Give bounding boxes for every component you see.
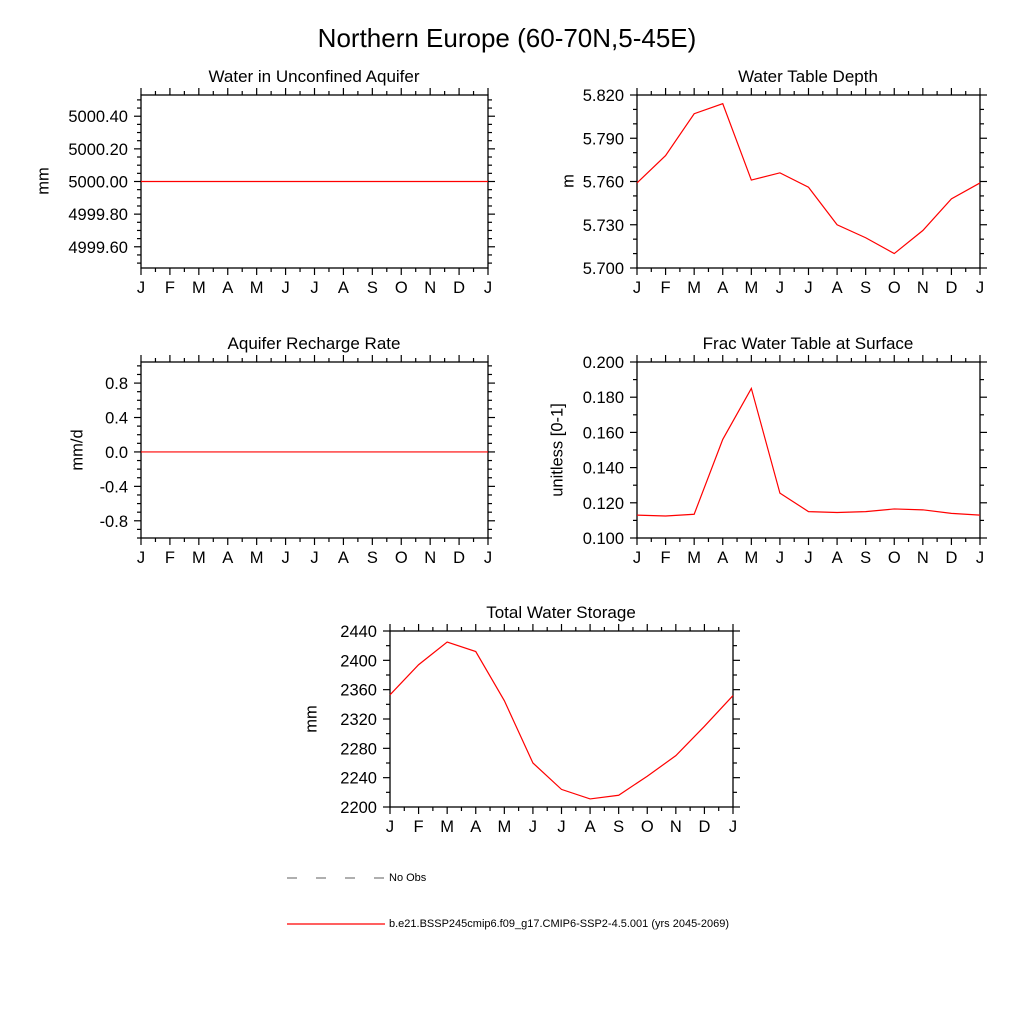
- y-tick-label: 2400: [340, 652, 377, 671]
- series-line: [390, 642, 733, 799]
- y-tick-label: 4999.80: [68, 206, 128, 225]
- x-tick-label: J: [975, 279, 985, 297]
- plot-frame: [390, 631, 733, 807]
- y-tick-label: 2200: [340, 799, 377, 817]
- y-tick-label: 5.820: [582, 87, 624, 105]
- x-tick-label: A: [222, 279, 234, 297]
- x-tick-label: J: [632, 549, 642, 567]
- x-tick-label: D: [453, 279, 466, 297]
- x-tick-label: J: [557, 818, 566, 836]
- x-tick-label: N: [916, 549, 929, 567]
- x-tick-label: S: [613, 818, 625, 836]
- x-tick-label: J: [804, 549, 813, 567]
- y-tick-label: 0.100: [582, 530, 624, 548]
- x-tick-label: J: [136, 279, 146, 297]
- x-tick-label: S: [366, 279, 378, 297]
- x-tick-label: D: [453, 549, 466, 567]
- x-tick-label: F: [413, 818, 424, 836]
- x-tick-label: F: [164, 279, 175, 297]
- y-tick-label: 0.200: [582, 354, 624, 372]
- x-tick-label: J: [136, 549, 146, 567]
- panel-title-frac-water-table-at-surface: Frac Water Table at Surface: [702, 334, 914, 353]
- x-tick-label: A: [222, 549, 234, 567]
- x-tick-label: S: [860, 279, 872, 297]
- y-axis-label-unitless: unitless [0-1]: [548, 403, 567, 497]
- x-tick-label: J: [775, 279, 785, 297]
- y-tick-label: 2320: [340, 711, 377, 729]
- y-axis-label-mmd: mm/d: [68, 429, 87, 471]
- y-tick-label: 2240: [340, 769, 377, 788]
- x-tick-label: M: [191, 279, 206, 297]
- x-tick-label: M: [744, 279, 759, 297]
- panel-title-aquifer-recharge-rate: Aquifer Recharge Rate: [227, 334, 401, 353]
- y-tick-label: 0.180: [582, 389, 624, 408]
- y-axis-label-mm-2: mm: [302, 705, 321, 733]
- legend-label-no-obs: No Obs: [389, 872, 427, 884]
- x-tick-label: N: [669, 818, 682, 836]
- y-tick-label: 0.120: [582, 494, 624, 513]
- x-tick-label: J: [310, 549, 319, 567]
- plot-frame: [637, 95, 980, 268]
- panel-title-water-in-unconfined-aquifer: Water in Unconfined Aquifer: [208, 67, 420, 86]
- y-axis-label-m: m: [559, 174, 578, 188]
- y-tick-label: 2440: [340, 623, 377, 641]
- x-tick-label: J: [281, 549, 290, 567]
- y-tick-label: 5.790: [582, 130, 624, 149]
- x-tick-label: J: [804, 279, 813, 297]
- x-tick-label: N: [424, 279, 437, 297]
- panel-water-in-unconfined-aquifer: [68, 88, 495, 297]
- x-tick-label: N: [424, 549, 437, 567]
- y-tick-label: 0.0: [105, 443, 128, 462]
- x-tick-label: A: [717, 279, 729, 297]
- y-tick-label: 2360: [340, 681, 377, 700]
- y-tick-label: 2280: [340, 740, 377, 759]
- x-tick-label: J: [975, 549, 985, 567]
- y-tick-label: 5000.00: [68, 173, 128, 192]
- panel-title-water-table-depth: Water Table Depth: [738, 67, 878, 86]
- x-tick-label: A: [337, 549, 349, 567]
- x-tick-label: O: [887, 279, 901, 297]
- x-tick-label: F: [164, 549, 175, 567]
- x-tick-label: J: [632, 279, 642, 297]
- y-tick-label: 0.8: [105, 375, 128, 394]
- y-tick-label: -0.4: [99, 478, 128, 497]
- x-tick-label: A: [831, 279, 843, 297]
- y-tick-label: 5.730: [582, 216, 624, 235]
- series-line: [637, 388, 980, 516]
- y-tick-label: 0.140: [582, 459, 624, 478]
- x-tick-label: S: [860, 549, 872, 567]
- legend-label-model: b.e21.BSSP245cmip6.f09_g17.CMIP6-SSP2-4.5.001 (yrs 2045-2069): [389, 918, 729, 930]
- x-tick-label: D: [945, 549, 958, 567]
- y-tick-label: 0.160: [582, 424, 624, 443]
- panel-aquifer-recharge-rate: [100, 355, 495, 567]
- panel-water-table-depth: [583, 87, 987, 297]
- x-tick-label: M: [191, 549, 206, 567]
- y-tick-label: -0.8: [99, 512, 128, 531]
- x-tick-label: J: [483, 279, 493, 297]
- y-tick-label: 5.700: [582, 260, 624, 278]
- x-tick-label: O: [640, 818, 654, 836]
- x-tick-label: M: [440, 818, 455, 836]
- y-tick-label: 5000.40: [68, 108, 128, 127]
- x-tick-label: A: [831, 549, 843, 567]
- x-tick-label: N: [916, 279, 929, 297]
- x-tick-label: M: [744, 549, 759, 567]
- x-tick-label: J: [281, 279, 290, 297]
- x-tick-label: J: [528, 818, 538, 836]
- x-tick-label: O: [394, 549, 408, 567]
- x-tick-label: D: [945, 279, 958, 297]
- plot-frame: [141, 362, 488, 538]
- x-tick-label: A: [584, 818, 596, 836]
- x-tick-label: O: [394, 279, 408, 297]
- x-tick-label: J: [775, 549, 785, 567]
- x-tick-label: M: [249, 279, 264, 297]
- panel-title-total-water-storage: Total Water Storage: [486, 603, 636, 622]
- x-tick-label: M: [687, 549, 702, 567]
- x-tick-label: F: [660, 549, 671, 567]
- x-tick-label: A: [717, 549, 729, 567]
- x-tick-label: M: [497, 818, 512, 836]
- x-tick-label: J: [310, 279, 319, 297]
- series-line: [637, 104, 980, 254]
- y-tick-label: 4999.60: [68, 238, 128, 257]
- x-tick-label: M: [249, 549, 264, 567]
- x-tick-label: M: [687, 279, 702, 297]
- x-tick-label: A: [470, 818, 482, 836]
- panel-total-water-storage: [340, 623, 740, 836]
- panel-frac-water-table-at-surface: [583, 354, 987, 567]
- x-tick-label: J: [385, 818, 395, 836]
- x-tick-label: F: [660, 279, 671, 297]
- x-tick-label: S: [366, 549, 378, 567]
- y-tick-label: 5.760: [582, 173, 624, 192]
- y-axis-label-mm-1: mm: [34, 167, 53, 195]
- x-tick-label: J: [483, 549, 493, 567]
- x-tick-label: J: [728, 818, 738, 836]
- page-title: Northern Europe (60-70N,5-45E): [317, 23, 697, 53]
- y-tick-label: 0.4: [105, 409, 128, 428]
- x-tick-label: D: [698, 818, 711, 836]
- y-tick-label: 5000.20: [68, 140, 128, 159]
- x-tick-label: A: [337, 279, 349, 297]
- x-tick-label: O: [887, 549, 901, 567]
